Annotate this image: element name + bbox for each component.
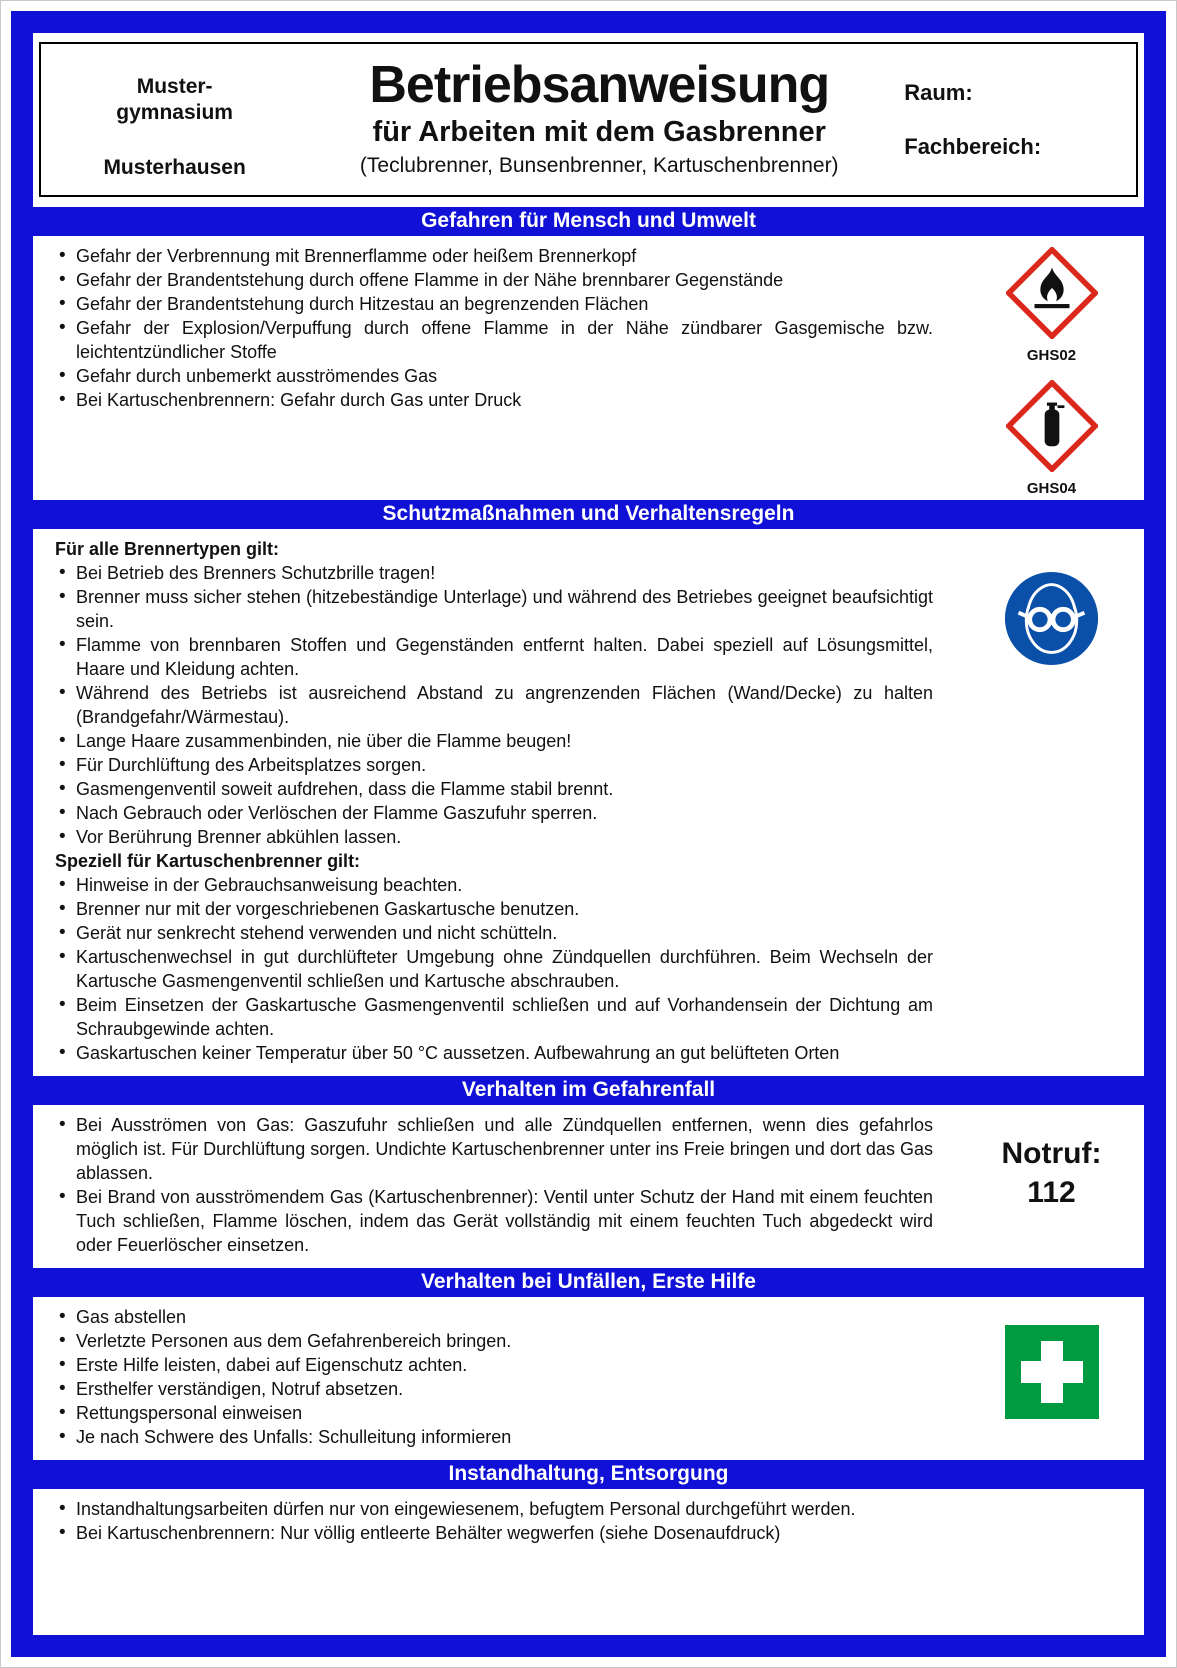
list-item: • Gefahr der Brandentstehung durch Hitzestau an begrenzenden Flächen: [55, 292, 933, 316]
section-header-instandhaltung: Instandhaltung, Entsorgung: [33, 1460, 1144, 1489]
gefahrenfall-list: [55, 1113, 933, 1257]
page-subtitle-2: (Teclubrenner, Bunsenbrenner, Kartuschenbrenner): [359, 153, 839, 177]
first-aid-cross-icon: [1002, 1322, 1102, 1422]
list-item: • Während des Betriebs ist ausreichend Abstand zu angrenzenden Flächen (Wand/Decke) zu halten (Brandgefahr/Wärmestau).: [55, 681, 933, 729]
section-header-erste-hilfe: Verhalten bei Unfällen, Erste Hilfe: [33, 1268, 1144, 1297]
list-item: • Gefahr der Explosion/Verpuffung durch offene Flamme in der Nähe zündbarer Gasgemische bzw. leichtentzündlicher Stoffe: [55, 316, 933, 364]
room-label: Raum:: [904, 80, 973, 105]
meta-block: [900, 50, 1126, 181]
list-item: • Nach Gebrauch oder Verlöschen der Flamme Gaszufuhr sperren.: [55, 801, 933, 825]
list-item: • Instandhaltungsarbeiten dürfen nur von eingewiesenem, befugtem Personal durchgeführt werden.: [55, 1497, 933, 1521]
list-item: • Brenner nur mit der vorgeschriebenen Gaskartusche benutzen.: [55, 897, 933, 921]
gefahrenfall-text: [33, 1108, 959, 1265]
list-item: • Bei Kartuschenbrennern: Nur völlig entleerte Behälter wegwerfen (siehe Dosenaufdruck): [55, 1521, 933, 1545]
instandhaltung-text: [33, 1492, 959, 1553]
first-aid-sign: [1002, 1322, 1102, 1427]
safety-goggles-sign: [1003, 570, 1100, 672]
page-subtitle: für Arbeiten mit dem Gasbrenner: [372, 115, 826, 148]
list-item: • Verletzte Personen aus dem Gefahrenbereich bringen.: [55, 1329, 933, 1353]
section-gefahren: [33, 239, 1144, 497]
safety-goggles-icon: [1003, 570, 1100, 667]
department-label: Fachbereich:: [904, 134, 1042, 159]
school-name-line1: Muster-: [136, 75, 213, 98]
right-spacer: [959, 1492, 1144, 1553]
emergency-call-block: [1002, 1134, 1102, 1212]
school-city: Musterhausen: [103, 155, 246, 179]
list-item: • Erste Hilfe leisten, dabei auf Eigenschutz achten.: [55, 1353, 933, 1377]
list-item: • Ersthelfer verständigen, Notruf absetzen.: [55, 1377, 933, 1401]
ghs04-gas-cylinder-icon: [1006, 380, 1098, 472]
schutz-subheading-all: Für alle Brennertypen gilt:: [55, 538, 280, 559]
gefahren-text: [33, 239, 959, 497]
document-header: [39, 42, 1138, 197]
list-item: • Je nach Schwere des Unfalls: Schulleitung informieren: [55, 1425, 933, 1449]
list-item: • Gefahr der Verbrennung mit Brennerflamme oder heißem Brennerkopf: [55, 244, 933, 268]
list-item: • Für Durchlüftung des Arbeitsplatzes sorgen.: [55, 753, 933, 777]
section-header-schutzmassnahmen: Schutzmaßnahmen und Verhaltensregeln: [33, 500, 1144, 529]
section-erste-hilfe: [33, 1300, 1144, 1457]
schutz-text: [33, 532, 959, 1073]
list-item: • Beim Einsetzen der Gaskartusche Gasmengenventil schließen und auf Vorhandensein der Dichtung am Schraubgewinde achten.: [55, 993, 933, 1041]
ghs02-flame-icon: [1006, 247, 1098, 339]
instandhaltung-list: [55, 1497, 933, 1545]
blue-frame: [11, 11, 1166, 1657]
list-item: • Hinweise in der Gebrauchsanweisung beachten.: [55, 873, 933, 897]
title-block: [298, 50, 900, 181]
list-item: • Gas abstellen: [55, 1305, 933, 1329]
list-item: • Bei Kartuschenbrennern: Gefahr durch Gas unter Druck: [55, 388, 933, 412]
list-item: • Kartuschenwechsel in gut durchlüfteter Umgebung ohne Zündquellen durchführen. Beim Wechseln der Kartusche Gasmengenventil schließen und Kartusche abschrauben.: [55, 945, 933, 993]
list-item: • Gasmengenventil soweit aufdrehen, dass die Flamme stabil brennt.: [55, 777, 933, 801]
list-item: • Gefahr der Brandentstehung durch offene Flamme in der Nähe brennbarer Gegenstände: [55, 268, 933, 292]
section-gefahrenfall: [33, 1108, 1144, 1265]
ghs04-pictogram: [1006, 380, 1098, 497]
ghs02-label: GHS02: [1026, 346, 1077, 364]
section-instandhaltung: [33, 1492, 1144, 1553]
erste-hilfe-text: [33, 1300, 959, 1457]
list-item: • Gefahr durch unbemerkt ausströmendes Gas: [55, 364, 933, 388]
ghs02-pictogram: [1006, 247, 1098, 364]
ghs04-label: GHS04: [1026, 479, 1077, 497]
list-item: • Vor Berührung Brenner abkühlen lassen.: [55, 825, 933, 849]
page-title: Betriebsanweisung: [369, 56, 830, 114]
school-name-block: [51, 50, 298, 181]
list-item: • Gaskartuschen keiner Temperatur über 50 °C aussetzen. Aufbewahrung an gut belüfteten Orten: [55, 1041, 933, 1065]
emergency-call-label: Notruf:: [1001, 1136, 1102, 1170]
list-item: • Gerät nur senkrecht stehend verwenden und nicht schütteln.: [55, 921, 933, 945]
schutz-list-kartuschen: [55, 873, 933, 1065]
schutz-list-all: [55, 561, 933, 849]
gefahren-pictograms: [959, 239, 1144, 497]
gefahrenfall-side: [959, 1108, 1144, 1265]
erste-hilfe-list: [55, 1305, 933, 1449]
list-item: • Bei Ausströmen von Gas: Gaszufuhr schließen und alle Zündquellen entfernen, wenn dies gefahrlos möglich ist. Für Durchlüftung sorgen. Undichte Kartuschenbrenner unter ins Freie bringen und dort das Gas ablassen.: [55, 1113, 933, 1185]
emergency-call-number: 112: [1027, 1175, 1076, 1209]
list-item: • Lange Haare zusammenbinden, nie über die Flamme beugen!: [55, 729, 933, 753]
section-header-gefahren: Gefahren für Mensch und Umwelt: [33, 207, 1144, 236]
list-item: • Bei Betrieb des Brenners Schutzbrille tragen!: [55, 561, 933, 585]
list-item: • Flamme von brennbaren Stoffen und Gegenständen entfernt halten. Dabei speziell auf Lösungsmittel, Haare und Kleidung achten.: [55, 633, 933, 681]
schutz-subheading-kartuschen: Speziell für Kartuschenbrenner gilt:: [55, 850, 361, 871]
school-name-line2: gymnasium: [116, 101, 233, 125]
gefahren-list: [55, 244, 933, 412]
list-item: • Bei Brand von ausströmendem Gas (Kartuschenbrenner): Ventil unter Schutz der Hand mit einem feuchten Tuch schließen, Flamme löschen, indem das Gerät vollständig mit einem feuchten Tuch abgedeckt wird oder Feuerlöscher einsetzen.: [55, 1185, 933, 1257]
list-item: • Brenner muss sicher stehen (hitzebeständige Unterlage) und während des Betriebes geeignet beaufsichtigt sein.: [55, 585, 933, 633]
section-schutzmassnahmen: [33, 532, 1144, 1073]
list-item: • Rettungspersonal einweisen: [55, 1401, 933, 1425]
section-header-gefahrenfall: Verhalten im Gefahrenfall: [33, 1076, 1144, 1105]
erste-hilfe-pictograms: [959, 1300, 1144, 1457]
schutz-pictograms: [959, 532, 1144, 1073]
